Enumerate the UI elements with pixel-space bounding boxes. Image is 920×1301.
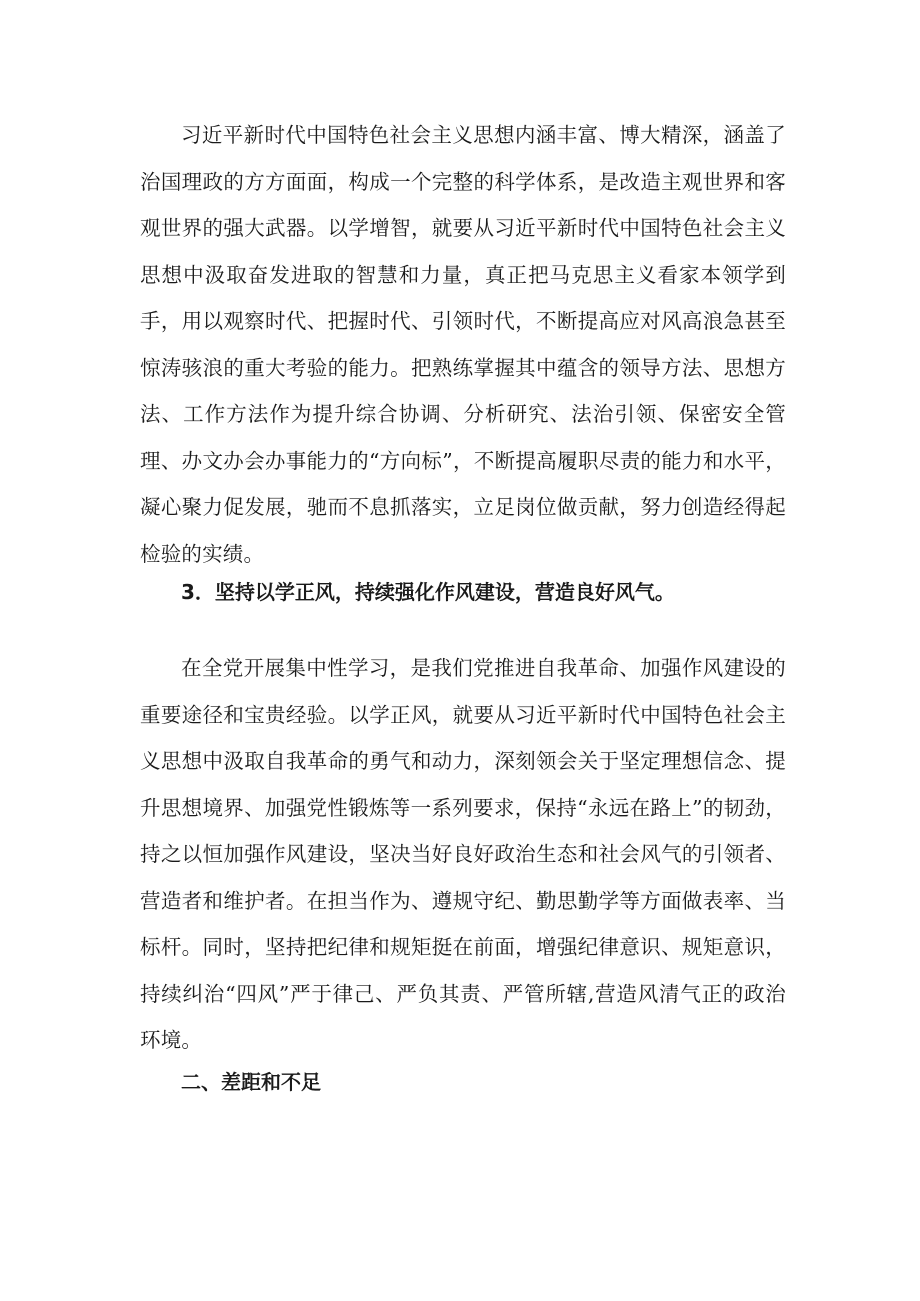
subheading-rectify-style: 3．坚持以学正风，持续强化作风建设，营造良好风气。 bbox=[181, 580, 675, 604]
paragraph-rectify-style: 在全党开展集中性学习，是我们党推进自我革命、加强作风建设的重要途径和宝贵经验。以学正风，就要从习近平新时代中国特色社会主义思想中汲取自我革命的勇气和动力，深刻领会关于坚定理想信念、提升思想境界、加强党性锻炼等一系列要求，保持“永远在路上”的韧劲，持之以恒加强作风建设，坚决当好良好政治生态和社会风气的引领者、营造者和维护者。在担当作为、遵规守纪、勤思勤学等方面做表率、当标杆。同时，坚持把纪律和规矩挺在前面，增强纪律意识、规矩意识，持续纠治“四风”严于律己、严负其责、严管所辖,营造风清气正的政治环境。 bbox=[140, 656, 786, 1052]
section-heading-gaps: 二、差距和不足 bbox=[181, 1070, 321, 1094]
paragraph-study-wisdom: 习近平新时代中国特色社会主义思想内涵丰富、博大精深，涵盖了治国理政的方方面面，构成一个完整的科学体系，是改造主观世界和客观世界的强大武器。以学增智，就要从习近平新时代中国特色社会主义思想中汲取奋发进取的智慧和力量，真正把马克思主义看家本领学到手，用以观察时代、把握时代、引领时代，不断提高应对风高浪急甚至惊涛骇浪的重大考验的能力。把熟练掌握其中蕴含的领导方法、思想方法、工作方法作为提升综合协调、分析研究、法治引领、保密安全管理、办文办会办事能力的“方向标”，不断提高履职尽责的能力和水平，凝心聚力促发展，驰而不息抓落实，立足岗位做贡献，努力创造经得起检验的实绩。 bbox=[140, 123, 786, 566]
